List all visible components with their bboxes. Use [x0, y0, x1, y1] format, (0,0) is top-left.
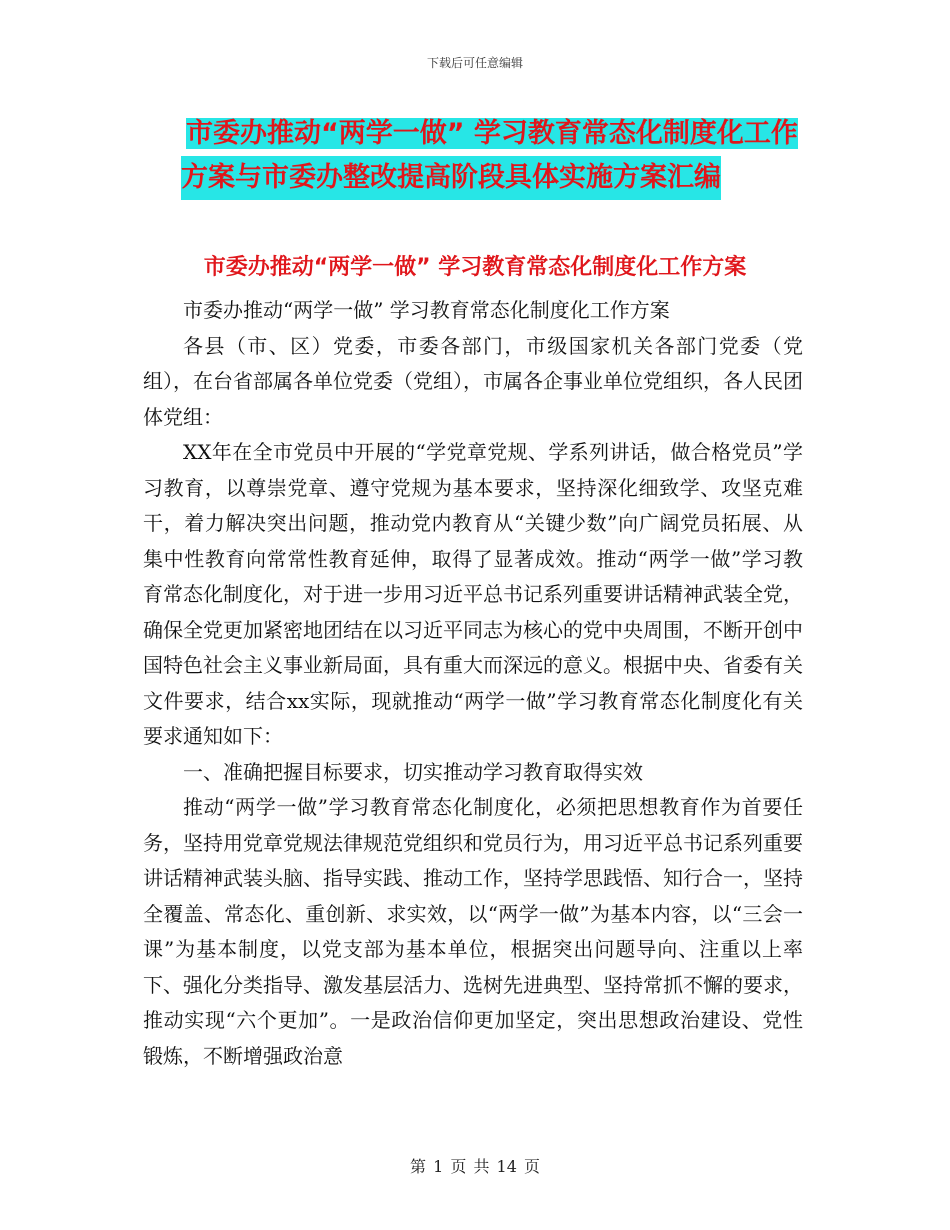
document-body — [143, 293, 803, 1074]
main-title-line-1: 市委办推动“两学一做” 学习教育常态化制度化工作 — [186, 118, 798, 149]
page-header-note: 下载后可任意编辑 — [426, 56, 523, 70]
main-title-line-2: 方案与市委办整改提高阶段具体实施方案汇编 — [181, 156, 721, 200]
body-heading-section-1: 一、准确把握目标要求，切实推动学习教育取得实效 — [183, 759, 643, 784]
body-paragraph-background: XX年在全市党员中开展的“学党章党规、学系列讲话，做合格党员”学习教育，以尊崇党章、遵守党规为基本要求，坚持深化细致学、攻坚克难干，着力解决突出问题，推动党内教育从“关键少数”向广阔党员拓展、从集中性教育向常常性教育延伸，取得了显著成效。推动“两学一做”学习教育常态化制度化，对于进一步用习近平总书记系列重要讲话精神武装全党，确保全党更加紧密地团结在以习近平同志为核心的党中央周围，不断开创中国特色社会主义事业新局面，具有重大而深远的意义。根据中央、省委有关文件要求，结合xx实际，现就推动“两学一做”学习教育常态化制度化有关要求通知如下： — [143, 440, 803, 748]
body-paragraph-addressees: 各县（市、区）党委，市委各部门，市级国家机关各部门党委（党组），在台省部属各单位党委（党组），市属各企事业单位党组织，各人民团体党组： — [143, 333, 803, 429]
page-footer: 第 1 页 共 14 页 — [410, 1157, 540, 1176]
body-paragraph-requirements: 推动“两学一做”学习教育常态化制度化，必须把思想教育作为首要任务，坚持用党章党规法律规范党组织和党员行为，用习近平总书记系列重要讲话精神武装头脑、指导实践、推动工作，坚持学思践悟、知行合一，坚持全覆盖、常态化、重创新、求实效，以“两学一做”为基本内容，以“三会一课”为基本制度，以党支部为基本单位，根据突出问题导向、注重以上率下、强化分类指导、激发基层活力、选树先进典型、坚持常抓不懈的要求，推动实现“六个更加”。一是政治信仰更加坚定，突出思想政治建设、党性锻炼，不断增强政治意 — [143, 795, 803, 1068]
document-main-title — [181, 112, 826, 200]
section-title: 市委办推动“两学一做” 学习教育常态化制度化工作方案 — [203, 255, 747, 280]
body-paragraph-title-repeat: 市委办推动“两学一做” 学习教育常态化制度化工作方案 — [183, 298, 670, 322]
